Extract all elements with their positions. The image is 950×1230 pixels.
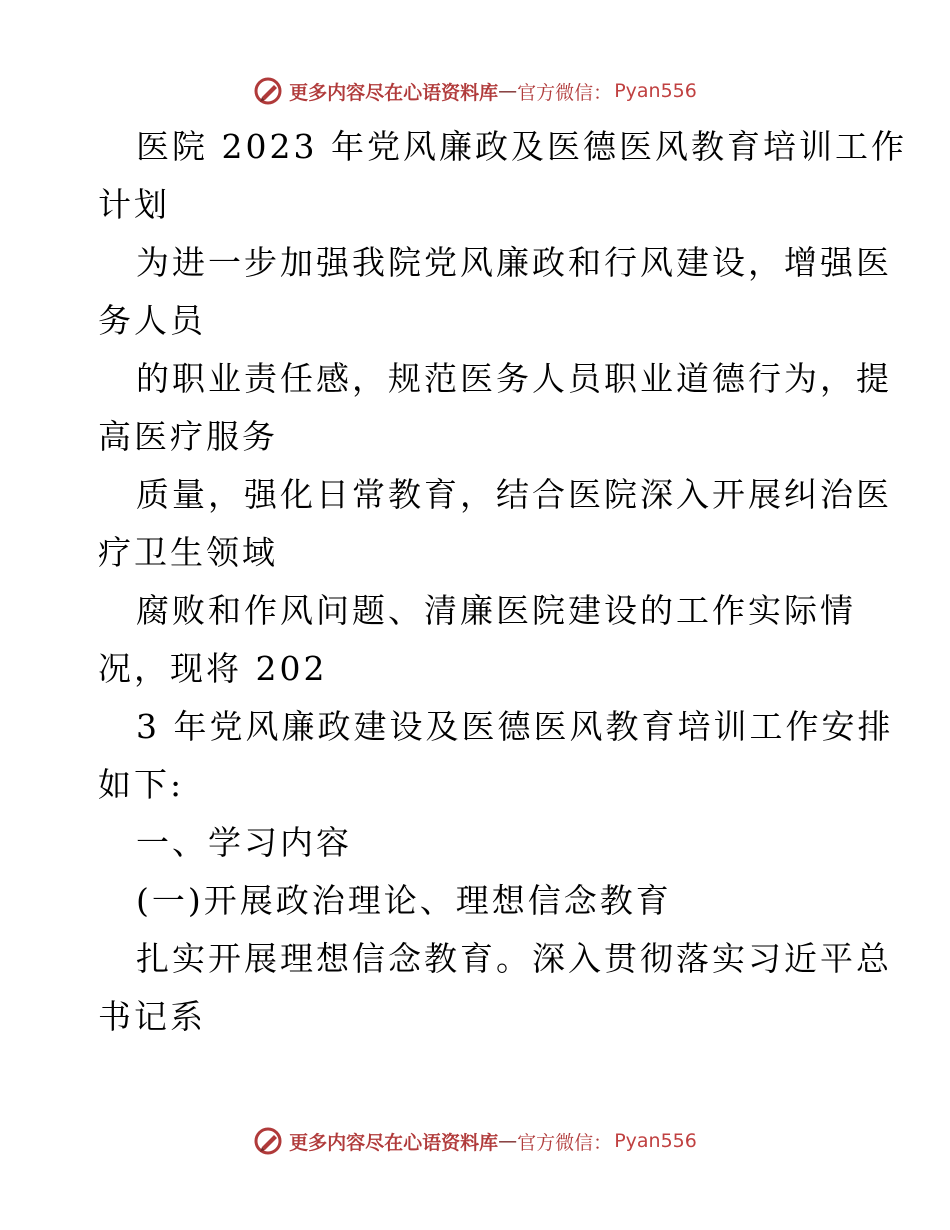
paragraph-line: 3 年党风廉政建设及医德医风教育培训工作安排 [136,707,894,746]
watermark-account-label: 官方微信： [517,1131,613,1154]
paragraph-line: 的职业责任感，规范医务人员职业道德行为，提 [136,359,892,398]
watermark-separator: — [498,80,518,102]
pen-logo-icon [253,1126,283,1156]
paragraph-line: 书记系 [98,997,206,1036]
watermark-main-text: 更多内容尽在心语资料库 [289,1131,499,1154]
paragraph-line: 扎实开展理想信念教育。深入贯彻落实习近平总 [136,939,892,978]
watermark-account-label: 官方微信： [517,81,613,104]
paragraph-line: 腐败和作风问题、清廉医院建设的工作实际情 [136,591,856,630]
document-body [98,118,907,1046]
paragraph-line: 疗卫生领域 [98,533,278,572]
paragraph-line: 务人员 [98,301,206,340]
footer-watermark [0,1121,950,1161]
subsection-heading: (一)开展政治理论、理想信念教育 [136,881,672,920]
watermark-account-id: Pyan556 [614,1130,697,1152]
watermark-separator: — [498,1130,518,1152]
watermark-account-id: Pyan556 [614,80,697,102]
header-watermark [0,71,950,111]
watermark-main-text: 更多内容尽在心语资料库 [289,81,499,104]
paragraph-line: 况，现将 202 [98,649,328,688]
paragraph-line: 如下: [98,765,185,804]
paragraph-line: 质量，强化日常教育，结合医院深入开展纠治医 [136,475,892,514]
paragraph-line: 高医疗服务 [98,417,278,456]
pen-logo-icon [253,76,283,106]
document-title-line-2: 计划 [98,185,170,224]
document-title-line-1: 医院 2023 年党风廉政及医德医风教育培训工作 [136,127,907,166]
paragraph-line: 为进一步加强我院党风廉政和行风建设，增强医 [136,243,892,282]
section-heading: 一、学习内容 [136,823,352,862]
